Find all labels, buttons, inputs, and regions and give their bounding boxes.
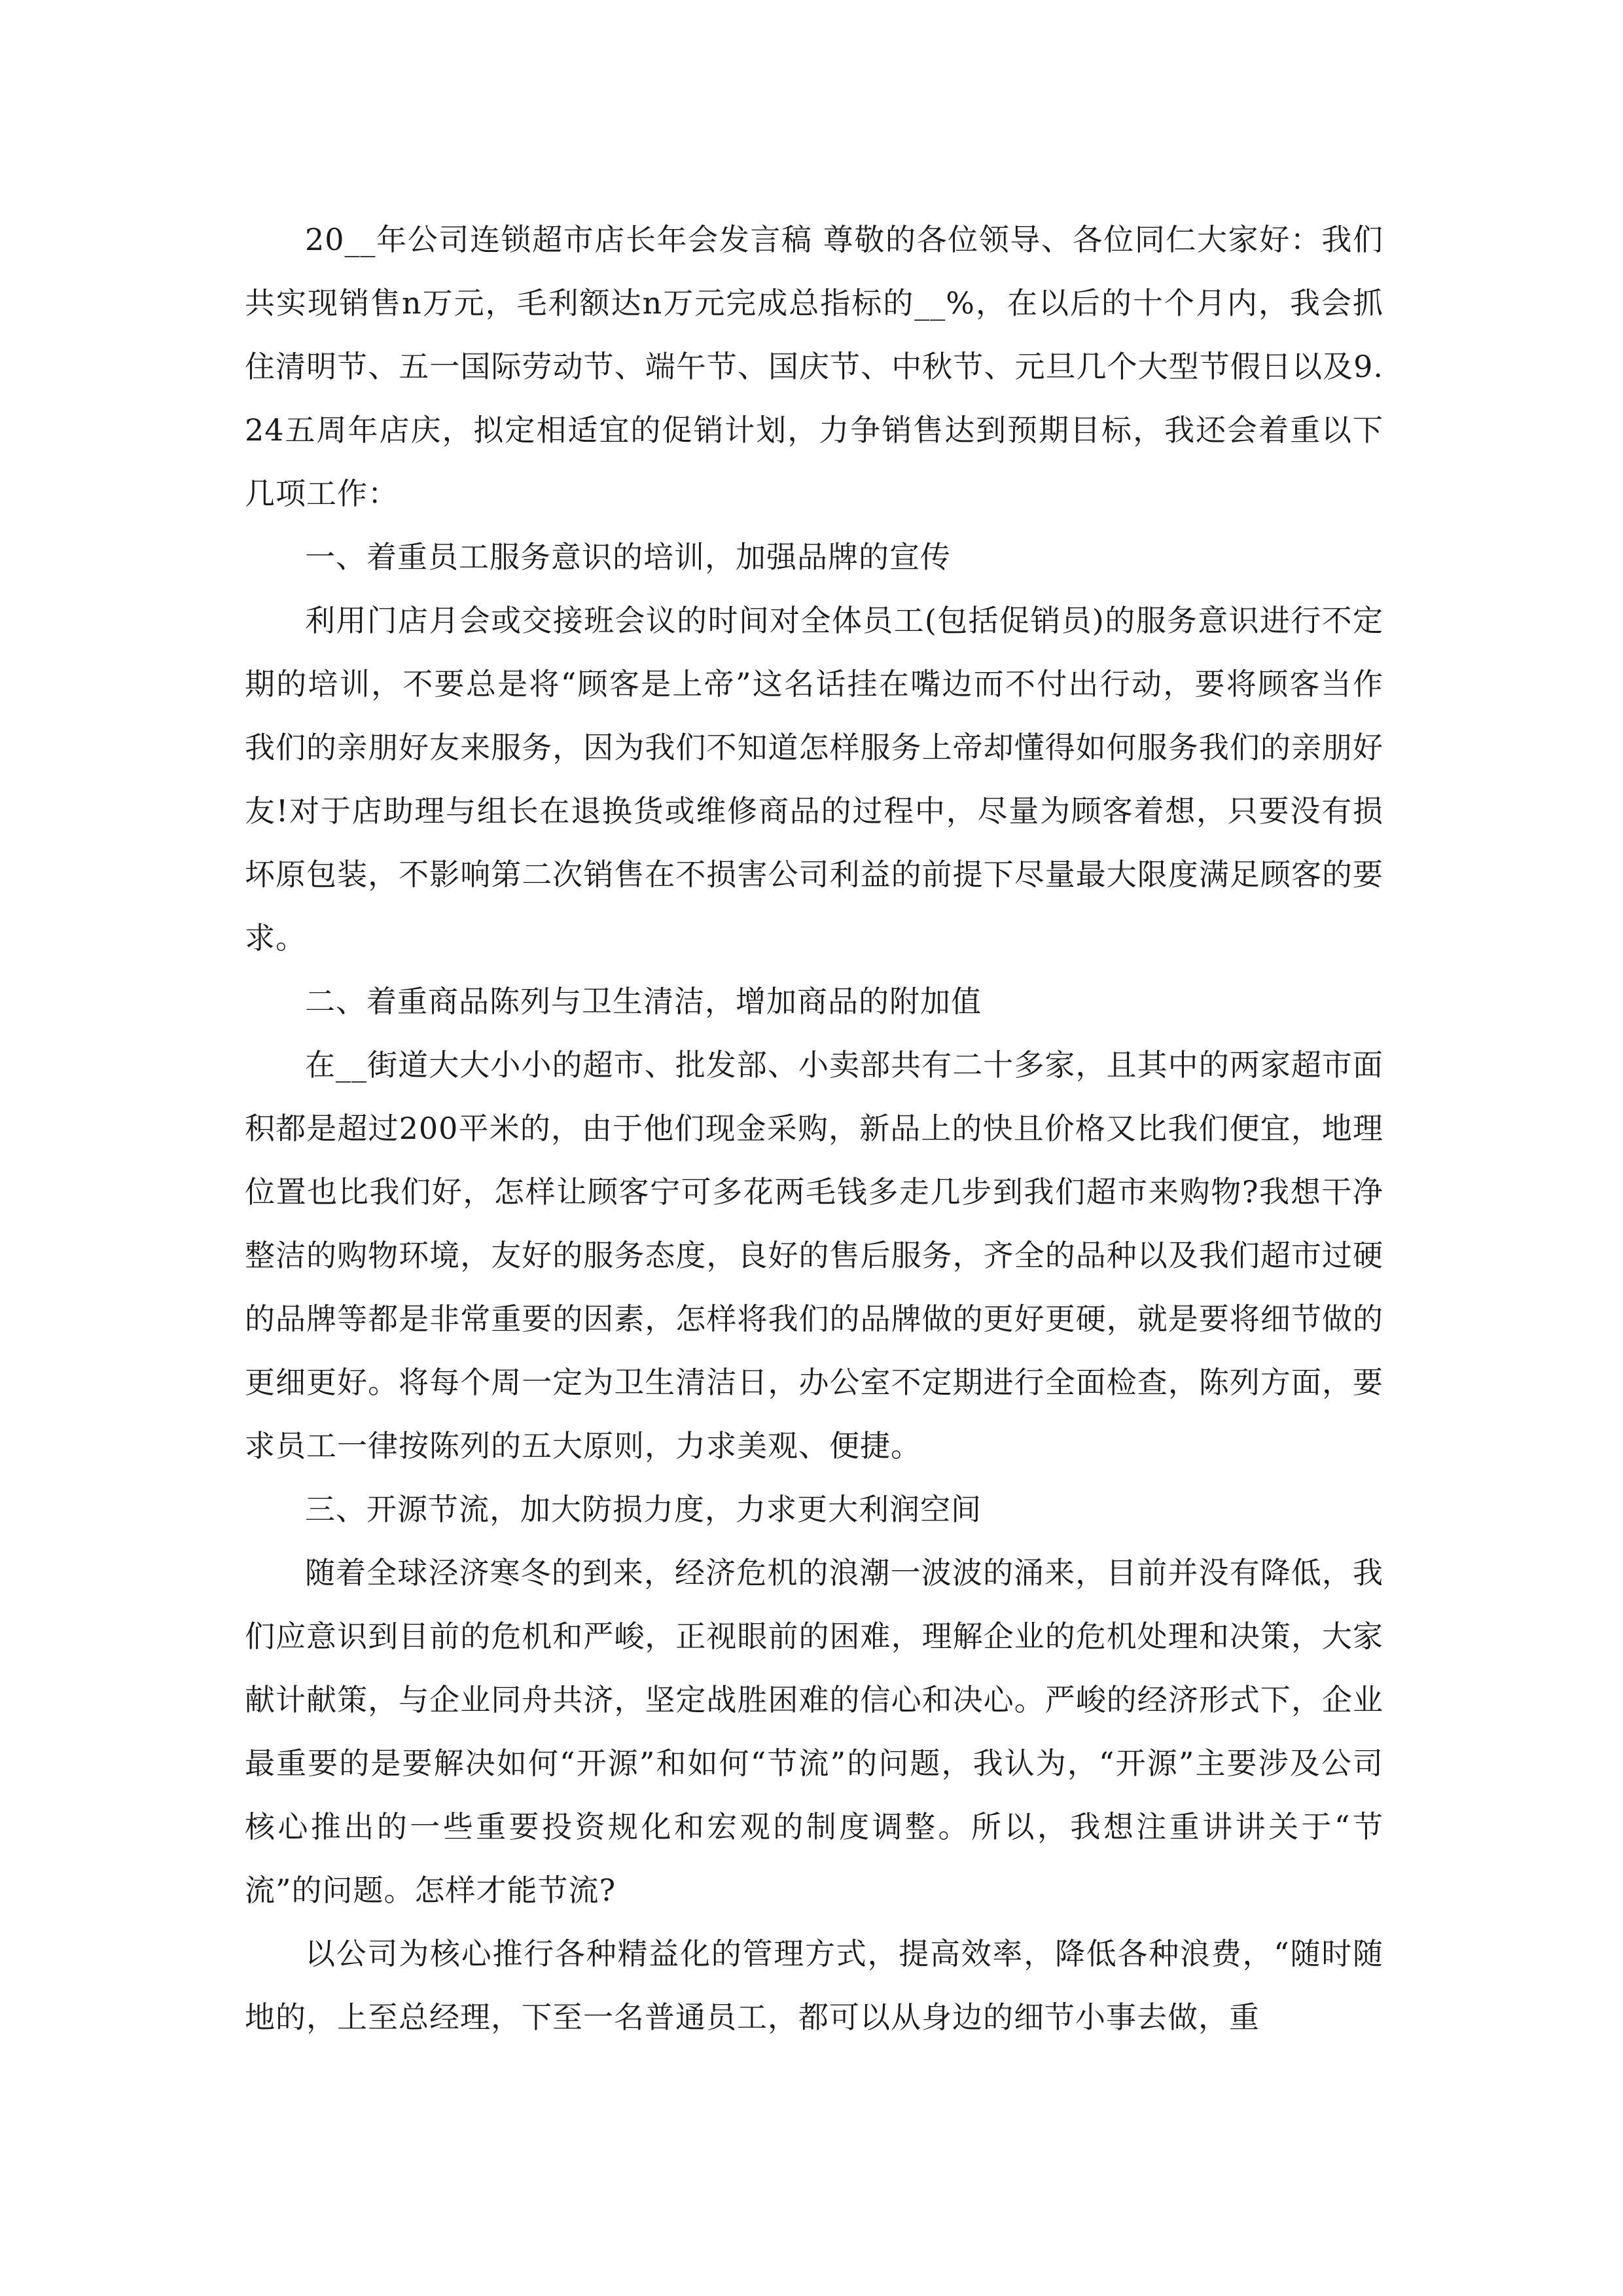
section-paragraph-3: 随着全球泾济寒冬的到来，经济危机的浪潮一波波的涌来，目前并没有降低，我们应意识到目前的危机和严峻，正视眼前的困难，理解企业的危机处理和决策，大家献计献策，与企业同舟共济，坚定战胜困难的信心和决心。严峻的经济形式下，企业最重要的是要解决如何“开源”和如何“节流”的问题，我认为，“开源”主要涉及公司核心推出的一些重要投资规化和宏观的制度调整。所以，我想注重讲讲关于“节流”的问题。怎样才能节流? bbox=[245, 1555, 1383, 1908]
section-heading-3: 三、开源节流，加大防损力度，力求更大利润空间 bbox=[305, 1492, 982, 1527]
intro-paragraph: 20__年公司连锁超市店长年会发言稿 尊敬的各位领导、各位同仁大家好：我们共实现销售n万元，毛利额达n万元完成总指标的__%，在以后的十个月内，我会抓住清明节、五一国际劳动节、端午节、国庆节、中秋节、元旦几个大型节假日以及9.24五周年店庆，拟定相适宜的促销计划，力争销售达到预期目标，我还会着重以下几项工作： bbox=[245, 222, 1383, 511]
section-heading-1: 一、着重员工服务意识的培训，加强品牌的宣传 bbox=[305, 539, 951, 575]
document-body bbox=[245, 208, 1383, 2049]
section-heading-2: 二、着重商品陈列与卫生清洁，增加商品的附加值 bbox=[305, 984, 982, 1019]
section-paragraph-2: 在__街道大大小小的超市、批发部、小卖部共有二十多家，且其中的两家超市面积都是超过200平米的，由于他们现金采购，新品上的快且价格又比我们便宜，地理位置也比我们好，怎样让顾客宁可多花两毛钱多走几步到我们超市来购物?我想干净整洁的购物环境，友好的服务态度，良好的售后服务，齐全的品种以及我们超市过硬的品牌等都是非常重要的因素，怎样将我们的品牌做的更好更硬，就是要将细节做的更细更好。将每个周一定为卫生清洁日，办公室不定期进行全面检查，陈列方面，要求员工一律按陈列的五大原则，力求美观、便捷。 bbox=[245, 1047, 1383, 1463]
section-paragraph-4: 以公司为核心推行各种精益化的管理方式，提高效率，降低各种浪费，“随时随地的，上至总经理，下至一名普通员工，都可以从身边的细节小事去做，重 bbox=[245, 1936, 1383, 2035]
section-paragraph-1: 利用门店月会或交接班会议的时间对全体员工(包括促销员)的服务意识进行不定期的培训，不要总是将“顾客是上帝”这名话挂在嘴边而不付出行动，要将顾客当作我们的亲朋好友来服务，因为我们不知道怎样服务上帝却懂得如何服务我们的亲朋好友!对于店助理与组长在退换货或维修商品的过程中，尽量为顾客着想，只要没有损坏原包装，不影响第二次销售在不损害公司利益的前提下尽量最大限度满足顾客的要求。 bbox=[245, 603, 1383, 956]
